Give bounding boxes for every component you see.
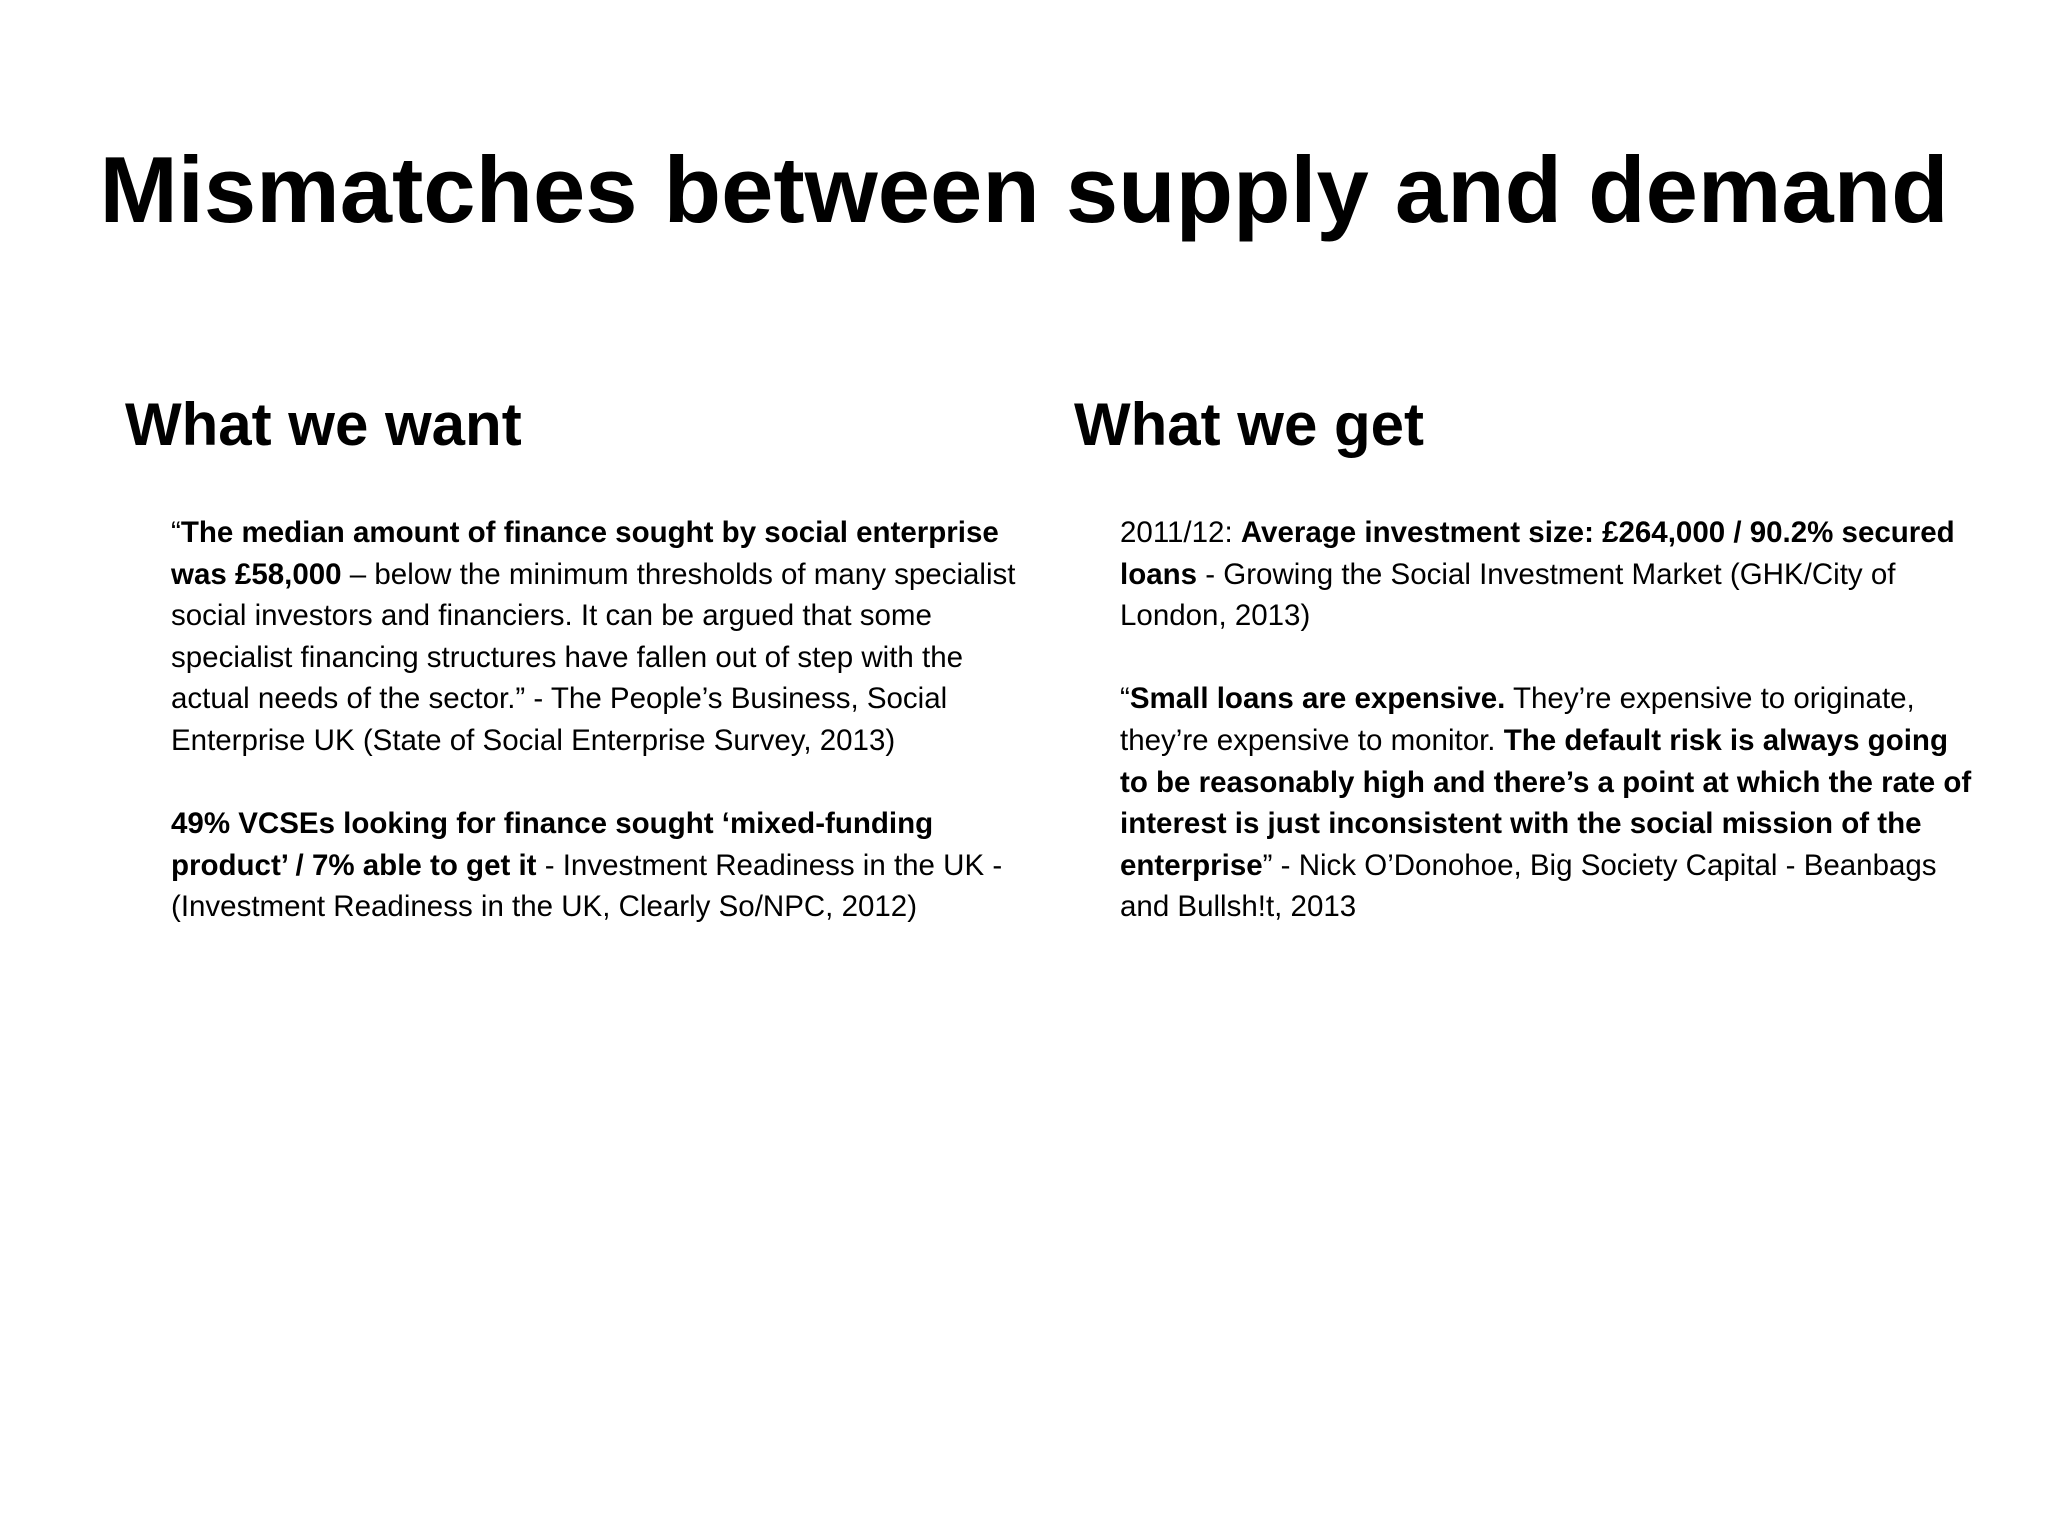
left-stat-source: - Investment Readiness in the UK - (Investment Readiness in the UK, Clearly So/NPC, 2012) [171,848,1003,924]
left-stat-paragraph [171,803,1031,928]
open-quote: “ [1120,682,1130,716]
left-quote-emphasis: The median amount of finance sought by social enterprise was £58,000 [171,516,999,591]
left-quote-paragraph [171,512,1031,762]
right-quote-source: ” - Nick O’Donohoe, Big Society Capital - Beanbags and Bullsh!t, 2013 [1120,848,1937,924]
right-stat-emphasis: Average investment size: £264,000 / 90.2% secured loans [1120,516,1955,591]
open-quote: “ [171,516,181,549]
right-quote-paragraph [1120,678,1980,928]
right-stat-prefix: 2011/12: [1120,516,1241,549]
right-column-body [1120,512,1980,970]
slide-title: Mismatches between supply and demand [99,137,1949,242]
heading-what-we-want: What we want [125,391,522,458]
left-stat-emphasis: 49% VCSEs looking for finance sought ‘mixed-funding product’ / 7% able to get it [171,807,934,882]
right-quote-emphasis-1: Small loans are expensive. [1129,682,1506,716]
left-quote-text: – below the minimum thresholds of many specialist social investors and financiers. It can be argued that some specialist financing structures have fallen out of step with the actual needs of the sector.” - The People’s Business, Social Enterprise UK (State of Social Enterprise Survey, 2013) [171,557,1016,757]
right-quote-emphasis-2: The default risk is always going to be reasonably high and there’s a point at which the rate of interest is just inconsistent with the social mission of the enterprise [1120,723,1972,882]
heading-what-we-get: What we get [1074,391,1425,458]
left-column-body [171,512,1031,970]
right-stat-paragraph [1120,512,1980,637]
right-stat-source: - Growing the Social Investment Market (GHK/City of London, 2013) [1120,557,1896,633]
right-quote-text-1: They’re expensive to originate, they’re expensive to monitor. [1120,682,1915,757]
